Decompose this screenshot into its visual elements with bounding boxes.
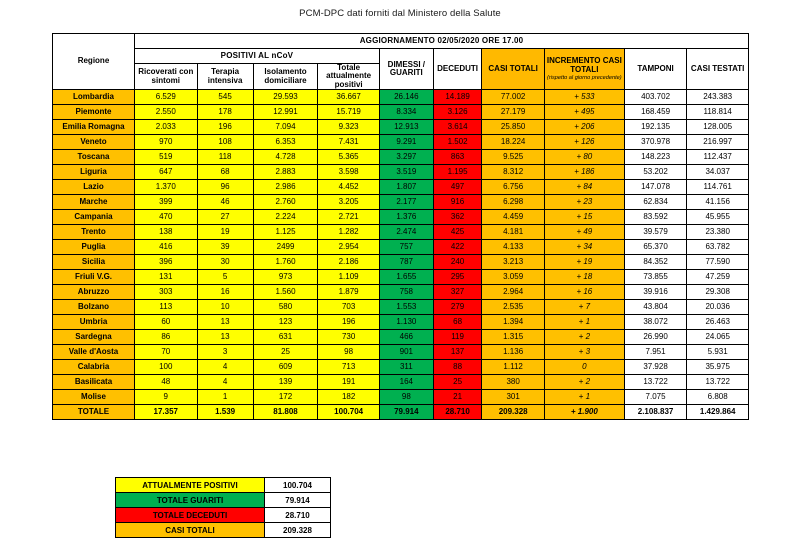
cell-regione: Puglia <box>53 240 135 255</box>
cell-terapia: 10 <box>197 300 253 315</box>
cell-isolamento: 973 <box>253 270 318 285</box>
table-row <box>53 90 749 105</box>
cell-isolamento: 1.560 <box>253 285 318 300</box>
cell-casi-testati-total: 1.429.864 <box>687 405 749 420</box>
cell-casi-testati: 13.722 <box>687 375 749 390</box>
cell-totale-positivi: 3.598 <box>318 165 379 180</box>
cell-ricoverati-total: 17.357 <box>134 405 197 420</box>
covid-data-table <box>52 33 749 420</box>
cell-regione: Veneto <box>53 135 135 150</box>
cell-casi-totali: 9.525 <box>482 150 545 165</box>
cell-totale-positivi: 3.205 <box>318 195 379 210</box>
cell-dimessi: 787 <box>379 255 433 270</box>
cell-terapia: 13 <box>197 315 253 330</box>
cell-casi-totali: 2.964 <box>482 285 545 300</box>
cell-tamponi: 38.072 <box>624 315 687 330</box>
cell-deceduti: 25 <box>433 375 482 390</box>
cell-casi-testati: 23.380 <box>687 225 749 240</box>
cell-tamponi: 39.579 <box>624 225 687 240</box>
header-dimessi: DIMESSI / GUARITI <box>379 49 433 90</box>
cell-regione: Campania <box>53 210 135 225</box>
cell-dimessi: 12.913 <box>379 120 433 135</box>
table-total-row <box>53 405 749 420</box>
cell-isolamento: 609 <box>253 360 318 375</box>
cell-incremento: + 23 <box>544 195 624 210</box>
table-row <box>53 255 749 270</box>
cell-totale-positivi: 182 <box>318 390 379 405</box>
cell-tamponi: 13.722 <box>624 375 687 390</box>
header-incremento <box>544 49 624 90</box>
cell-incremento: + 7 <box>544 300 624 315</box>
cell-regione: Lazio <box>53 180 135 195</box>
table-row <box>53 180 749 195</box>
cell-terapia: 46 <box>197 195 253 210</box>
cell-totale-positivi: 703 <box>318 300 379 315</box>
cell-casi-totali: 4.459 <box>482 210 545 225</box>
cell-regione: Toscana <box>53 150 135 165</box>
cell-terapia: 178 <box>197 105 253 120</box>
cell-totale-positivi: 730 <box>318 330 379 345</box>
cell-regione: Calabria <box>53 360 135 375</box>
cell-incremento: + 15 <box>544 210 624 225</box>
cell-incremento: + 126 <box>544 135 624 150</box>
cell-tamponi: 7.951 <box>624 345 687 360</box>
cell-casi-testati: 41.156 <box>687 195 749 210</box>
cell-casi-totali: 25.850 <box>482 120 545 135</box>
cell-dimessi: 2.474 <box>379 225 433 240</box>
header-tamponi: TAMPONI <box>624 49 687 90</box>
cell-deceduti: 497 <box>433 180 482 195</box>
cell-dimessi: 2.177 <box>379 195 433 210</box>
cell-casi-totali: 3.213 <box>482 255 545 270</box>
cell-terapia: 4 <box>197 375 253 390</box>
cell-isolamento: 2.224 <box>253 210 318 225</box>
cell-totale-positivi: 1.109 <box>318 270 379 285</box>
cell-terapia: 96 <box>197 180 253 195</box>
cell-incremento: + 34 <box>544 240 624 255</box>
cell-dimessi: 9.291 <box>379 135 433 150</box>
cell-ricoverati: 2.033 <box>134 120 197 135</box>
table-row <box>53 360 749 375</box>
cell-casi-testati: 24.065 <box>687 330 749 345</box>
cell-dimessi: 1.655 <box>379 270 433 285</box>
cell-casi-testati: 29.308 <box>687 285 749 300</box>
cell-incremento: + 49 <box>544 225 624 240</box>
cell-deceduti: 327 <box>433 285 482 300</box>
cell-isolamento: 1.760 <box>253 255 318 270</box>
cell-deceduti: 14.189 <box>433 90 482 105</box>
cell-ricoverati: 48 <box>134 375 197 390</box>
cell-ricoverati: 970 <box>134 135 197 150</box>
cell-incremento: + 80 <box>544 150 624 165</box>
cell-tamponi: 148.223 <box>624 150 687 165</box>
cell-casi-totali: 2.535 <box>482 300 545 315</box>
cell-deceduti: 137 <box>433 345 482 360</box>
table-row <box>53 300 749 315</box>
legend-label-casi-totali: CASI TOTALI <box>116 523 265 538</box>
cell-totale-positivi: 2.721 <box>318 210 379 225</box>
cell-tamponi: 37.928 <box>624 360 687 375</box>
cell-casi-testati: 118.814 <box>687 105 749 120</box>
cell-tamponi: 7.075 <box>624 390 687 405</box>
cell-deceduti: 119 <box>433 330 482 345</box>
cell-totale-positivi: 196 <box>318 315 379 330</box>
cell-casi-testati: 112.437 <box>687 150 749 165</box>
cell-casi-totali: 301 <box>482 390 545 405</box>
cell-casi-totali: 6.756 <box>482 180 545 195</box>
cell-totale-positivi: 36.667 <box>318 90 379 105</box>
cell-tamponi: 147.078 <box>624 180 687 195</box>
table-row <box>53 330 749 345</box>
cell-terapia: 5 <box>197 270 253 285</box>
cell-ricoverati: 131 <box>134 270 197 285</box>
cell-totale-positivi: 713 <box>318 360 379 375</box>
header-deceduti: DECEDUTI <box>433 49 482 90</box>
header-group-positivi: POSITIVI AL nCoV <box>134 49 379 64</box>
table-row <box>53 150 749 165</box>
cell-incremento: + 84 <box>544 180 624 195</box>
cell-dimessi: 1.130 <box>379 315 433 330</box>
cell-casi-testati: 6.808 <box>687 390 749 405</box>
header-terapia-intensiva: Terapia intensiva <box>197 64 253 90</box>
cell-incremento: + 533 <box>544 90 624 105</box>
cell-deceduti: 68 <box>433 315 482 330</box>
cell-deceduti-total: 28.710 <box>433 405 482 420</box>
cell-isolamento: 7.094 <box>253 120 318 135</box>
cell-dimessi: 26.146 <box>379 90 433 105</box>
cell-casi-testati: 243.383 <box>687 90 749 105</box>
cell-ricoverati: 9 <box>134 390 197 405</box>
legend-row-attualmente-positivi <box>116 478 331 493</box>
cell-casi-totali: 1.136 <box>482 345 545 360</box>
legend-value-totale-guariti: 79.914 <box>265 493 331 508</box>
cell-casi-totali: 1.112 <box>482 360 545 375</box>
page-header-note: PCM-DPC dati forniti dal Ministero della Salute <box>299 8 501 19</box>
cell-incremento: + 18 <box>544 270 624 285</box>
cell-ricoverati: 100 <box>134 360 197 375</box>
cell-deceduti: 1.502 <box>433 135 482 150</box>
cell-casi-totali: 3.059 <box>482 270 545 285</box>
cell-totale-positivi: 9.323 <box>318 120 379 135</box>
legend-label-totale-deceduti: TOTALE DECEDUTI <box>116 508 265 523</box>
cell-terapia: 13 <box>197 330 253 345</box>
cell-dimessi: 311 <box>379 360 433 375</box>
cell-isolamento: 29.593 <box>253 90 318 105</box>
cell-deceduti: 422 <box>433 240 482 255</box>
cell-deceduti: 240 <box>433 255 482 270</box>
cell-deceduti: 1.195 <box>433 165 482 180</box>
cell-isolamento: 12.991 <box>253 105 318 120</box>
cell-totale-positivi: 98 <box>318 345 379 360</box>
cell-dimessi: 3.297 <box>379 150 433 165</box>
cell-deceduti: 916 <box>433 195 482 210</box>
header-incremento-note: (rispetto al giorno precedente) <box>547 74 622 81</box>
table-title: AGGIORNAMENTO 02/05/2020 ORE 17.00 <box>134 34 748 49</box>
cell-incremento: + 1 <box>544 390 624 405</box>
cell-ricoverati: 303 <box>134 285 197 300</box>
legend-label-attualmente-positivi: ATTUALMENTE POSITIVI <box>116 478 265 493</box>
table-row <box>53 195 749 210</box>
cell-deceduti: 425 <box>433 225 482 240</box>
cell-regione: Emilia Romagna <box>53 120 135 135</box>
cell-tamponi: 192.135 <box>624 120 687 135</box>
cell-terapia: 118 <box>197 150 253 165</box>
table-row <box>53 225 749 240</box>
table-row <box>53 165 749 180</box>
cell-dimessi: 3.519 <box>379 165 433 180</box>
cell-terapia: 30 <box>197 255 253 270</box>
cell-casi-testati: 35.975 <box>687 360 749 375</box>
legend-row-totale-deceduti <box>116 508 331 523</box>
cell-tamponi: 370.978 <box>624 135 687 150</box>
cell-terapia: 196 <box>197 120 253 135</box>
header-incremento-label: INCREMENTO CASI TOTALI <box>546 56 622 74</box>
cell-isolamento: 580 <box>253 300 318 315</box>
header-casi-testati: CASI TESTATI <box>687 49 749 90</box>
cell-totale-positivi: 7.431 <box>318 135 379 150</box>
cell-casi-testati: 114.761 <box>687 180 749 195</box>
cell-deceduti: 279 <box>433 300 482 315</box>
cell-casi-totali: 4.181 <box>482 225 545 240</box>
cell-casi-totali: 6.298 <box>482 195 545 210</box>
cell-deceduti: 3.614 <box>433 120 482 135</box>
cell-isolamento: 4.728 <box>253 150 318 165</box>
cell-ricoverati: 416 <box>134 240 197 255</box>
cell-terapia: 16 <box>197 285 253 300</box>
cell-isolamento: 123 <box>253 315 318 330</box>
cell-dimessi: 901 <box>379 345 433 360</box>
cell-isolamento: 2499 <box>253 240 318 255</box>
cell-totale-positivi: 2.954 <box>318 240 379 255</box>
table-row <box>53 135 749 150</box>
legend-label-totale-guariti: TOTALE GUARITI <box>116 493 265 508</box>
cell-isolamento: 1.125 <box>253 225 318 240</box>
cell-casi-testati: 216.997 <box>687 135 749 150</box>
table-row <box>53 285 749 300</box>
cell-dimessi: 164 <box>379 375 433 390</box>
cell-ricoverati: 399 <box>134 195 197 210</box>
cell-terapia: 27 <box>197 210 253 225</box>
legend-value-totale-deceduti: 28.710 <box>265 508 331 523</box>
cell-casi-totali: 1.394 <box>482 315 545 330</box>
cell-dimessi: 758 <box>379 285 433 300</box>
cell-dimessi-total: 79.914 <box>379 405 433 420</box>
cell-regione: Friuli V.G. <box>53 270 135 285</box>
cell-dimessi: 1.553 <box>379 300 433 315</box>
table-row <box>53 240 749 255</box>
cell-ricoverati: 647 <box>134 165 197 180</box>
cell-tamponi: 62.834 <box>624 195 687 210</box>
cell-incremento: + 19 <box>544 255 624 270</box>
cell-dimessi: 1.807 <box>379 180 433 195</box>
cell-ricoverati: 2.550 <box>134 105 197 120</box>
cell-incremento-total: + 1.900 <box>544 405 624 420</box>
cell-ricoverati: 70 <box>134 345 197 360</box>
cell-isolamento: 2.883 <box>253 165 318 180</box>
cell-regione: Molise <box>53 390 135 405</box>
cell-terapia: 1 <box>197 390 253 405</box>
cell-terapia: 4 <box>197 360 253 375</box>
cell-incremento: + 1 <box>544 315 624 330</box>
cell-ricoverati: 86 <box>134 330 197 345</box>
cell-regione-total: TOTALE <box>53 405 135 420</box>
header-casi-totali: CASI TOTALI <box>482 49 545 90</box>
cell-regione: Piemonte <box>53 105 135 120</box>
cell-incremento: + 2 <box>544 375 624 390</box>
cell-regione: Abruzzo <box>53 285 135 300</box>
cell-casi-testati: 45.955 <box>687 210 749 225</box>
cell-tamponi: 39.916 <box>624 285 687 300</box>
cell-ricoverati: 1.370 <box>134 180 197 195</box>
cell-casi-testati: 34.037 <box>687 165 749 180</box>
cell-incremento: + 3 <box>544 345 624 360</box>
cell-tamponi: 73.855 <box>624 270 687 285</box>
header-regione: Regione <box>53 34 135 90</box>
cell-isolamento: 631 <box>253 330 318 345</box>
table-row <box>53 315 749 330</box>
cell-terapia: 108 <box>197 135 253 150</box>
header-ricoverati: Ricoverati con sintomi <box>134 64 197 90</box>
cell-casi-testati: 20.036 <box>687 300 749 315</box>
cell-ricoverati: 6.529 <box>134 90 197 105</box>
cell-isolamento: 6.353 <box>253 135 318 150</box>
cell-casi-totali: 27.179 <box>482 105 545 120</box>
cell-tamponi: 83.592 <box>624 210 687 225</box>
cell-ricoverati: 396 <box>134 255 197 270</box>
cell-incremento: + 16 <box>544 285 624 300</box>
legend-row-totale-guariti <box>116 493 331 508</box>
cell-terapia: 19 <box>197 225 253 240</box>
cell-totale-positivi-total: 100.704 <box>318 405 379 420</box>
cell-ricoverati: 470 <box>134 210 197 225</box>
cell-incremento: + 186 <box>544 165 624 180</box>
cell-deceduti: 863 <box>433 150 482 165</box>
cell-ricoverati: 138 <box>134 225 197 240</box>
cell-casi-testati: 63.782 <box>687 240 749 255</box>
cell-totale-positivi: 2.186 <box>318 255 379 270</box>
cell-totale-positivi: 1.282 <box>318 225 379 240</box>
cell-tamponi: 53.202 <box>624 165 687 180</box>
cell-casi-testati: 77.590 <box>687 255 749 270</box>
cell-tamponi-total: 2.108.837 <box>624 405 687 420</box>
legend-row-casi-totali <box>116 523 331 538</box>
cell-regione: Basilicata <box>53 375 135 390</box>
cell-isolamento-total: 81.808 <box>253 405 318 420</box>
table-row <box>53 270 749 285</box>
cell-casi-totali: 77.002 <box>482 90 545 105</box>
cell-casi-testati: 128.005 <box>687 120 749 135</box>
legend-value-attualmente-positivi: 100.704 <box>265 478 331 493</box>
cell-casi-totali: 18.224 <box>482 135 545 150</box>
cell-terapia: 545 <box>197 90 253 105</box>
cell-isolamento: 139 <box>253 375 318 390</box>
cell-ricoverati: 113 <box>134 300 197 315</box>
cell-casi-totali-total: 209.328 <box>482 405 545 420</box>
table-row <box>53 120 749 135</box>
covid-data-table-container <box>52 33 749 420</box>
cell-casi-testati: 26.463 <box>687 315 749 330</box>
cell-dimessi: 466 <box>379 330 433 345</box>
cell-regione: Liguria <box>53 165 135 180</box>
cell-isolamento: 25 <box>253 345 318 360</box>
cell-incremento: + 2 <box>544 330 624 345</box>
cell-ricoverati: 60 <box>134 315 197 330</box>
cell-totale-positivi: 191 <box>318 375 379 390</box>
cell-regione: Sicilia <box>53 255 135 270</box>
cell-regione: Lombardia <box>53 90 135 105</box>
cell-deceduti: 362 <box>433 210 482 225</box>
cell-terapia: 68 <box>197 165 253 180</box>
legend-table <box>115 477 331 538</box>
cell-dimessi: 1.376 <box>379 210 433 225</box>
table-row <box>53 210 749 225</box>
table-row <box>53 390 749 405</box>
cell-dimessi: 757 <box>379 240 433 255</box>
cell-casi-totali: 4.133 <box>482 240 545 255</box>
cell-isolamento: 2.986 <box>253 180 318 195</box>
table-row <box>53 345 749 360</box>
cell-tamponi: 26.990 <box>624 330 687 345</box>
cell-casi-totali: 1.315 <box>482 330 545 345</box>
cell-dimessi: 98 <box>379 390 433 405</box>
table-row <box>53 105 749 120</box>
cell-regione: Bolzano <box>53 300 135 315</box>
cell-tamponi: 403.702 <box>624 90 687 105</box>
legend-value-casi-totali: 209.328 <box>265 523 331 538</box>
cell-deceduti: 295 <box>433 270 482 285</box>
cell-ricoverati: 519 <box>134 150 197 165</box>
cell-isolamento: 2.760 <box>253 195 318 210</box>
cell-incremento: 0 <box>544 360 624 375</box>
cell-casi-totali: 8.312 <box>482 165 545 180</box>
cell-regione: Valle d'Aosta <box>53 345 135 360</box>
cell-tamponi: 84.352 <box>624 255 687 270</box>
cell-dimessi: 8.334 <box>379 105 433 120</box>
cell-deceduti: 21 <box>433 390 482 405</box>
cell-isolamento: 172 <box>253 390 318 405</box>
cell-regione: Umbria <box>53 315 135 330</box>
cell-tamponi: 168.459 <box>624 105 687 120</box>
cell-totale-positivi: 5.365 <box>318 150 379 165</box>
header-isolamento: Isolamento domiciliare <box>253 64 318 90</box>
cell-regione: Sardegna <box>53 330 135 345</box>
cell-tamponi: 43.804 <box>624 300 687 315</box>
cell-casi-testati: 5.931 <box>687 345 749 360</box>
cell-tamponi: 65.370 <box>624 240 687 255</box>
cell-regione: Marche <box>53 195 135 210</box>
cell-terapia-total: 1.539 <box>197 405 253 420</box>
cell-deceduti: 3.126 <box>433 105 482 120</box>
header-totale-attualmente-positivi: Totale attualmente positivi <box>318 64 379 90</box>
cell-incremento: + 495 <box>544 105 624 120</box>
cell-totale-positivi: 15.719 <box>318 105 379 120</box>
cell-totale-positivi: 1.879 <box>318 285 379 300</box>
cell-casi-testati: 47.259 <box>687 270 749 285</box>
cell-incremento: + 206 <box>544 120 624 135</box>
cell-totale-positivi: 4.452 <box>318 180 379 195</box>
cell-terapia: 39 <box>197 240 253 255</box>
table-row <box>53 375 749 390</box>
cell-casi-totali: 380 <box>482 375 545 390</box>
cell-regione: Trento <box>53 225 135 240</box>
cell-deceduti: 88 <box>433 360 482 375</box>
cell-terapia: 3 <box>197 345 253 360</box>
